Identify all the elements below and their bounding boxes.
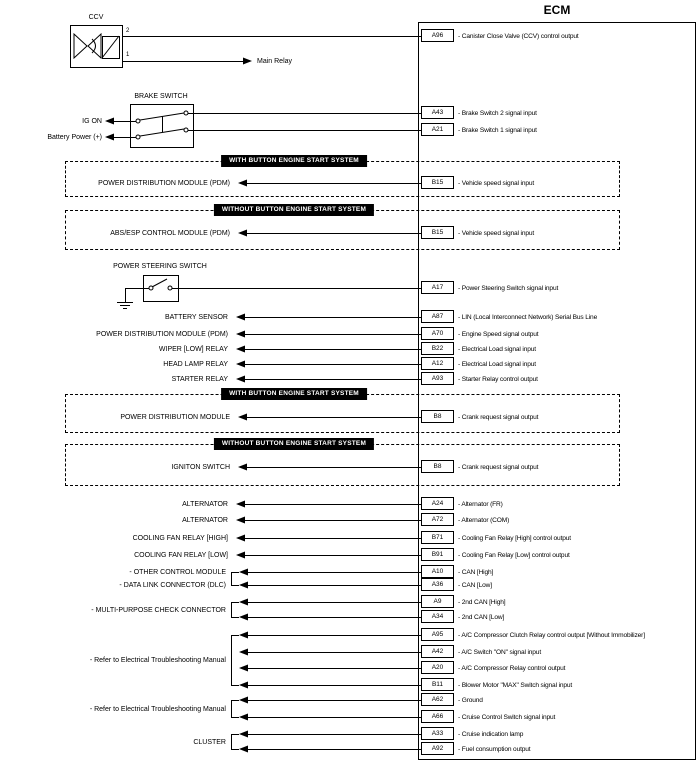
option-header: WITHOUT BUTTON ENGINE START SYSTEM bbox=[214, 204, 374, 216]
wire-label: Battery Power (+) bbox=[47, 134, 102, 141]
pin-code-box: A42 bbox=[421, 645, 454, 658]
wire-label: BATTERY SENSOR bbox=[164, 314, 228, 321]
pin-desc: - Brake Switch 2 signal input bbox=[458, 110, 537, 117]
pin-code-box: A92 bbox=[421, 742, 454, 755]
pin-code-box: A34 bbox=[421, 610, 454, 623]
wire-label: COOLING FAN RELAY [LOW] bbox=[134, 552, 228, 559]
wire-label: ABS/ESP CONTROL MODULE (PDM) bbox=[110, 230, 230, 237]
ccv-pin-number: 2 bbox=[126, 28, 130, 34]
pin-desc: - Engine Speed signal output bbox=[458, 331, 539, 338]
wire-label: COOLING FAN RELAY [HIGH] bbox=[132, 535, 228, 542]
pin-desc: - Crank request signal output bbox=[458, 464, 539, 471]
pin-desc: - LIN (Local Interconnect Network) Serial Bus Line bbox=[458, 314, 598, 321]
wire-label: STARTER RELAY bbox=[171, 376, 228, 383]
wire-label: POWER DISTRIBUTION MODULE (PDM) bbox=[98, 180, 230, 187]
wire-label: - Refer to Electrical Troubleshooting Manual bbox=[89, 657, 226, 664]
pin-code-box: B22 bbox=[421, 342, 454, 355]
pin-code-box: A36 bbox=[421, 578, 454, 591]
pin-code-box: A12 bbox=[421, 357, 454, 370]
pin-code-box: A24 bbox=[421, 497, 454, 510]
pin-code-box: A43 bbox=[421, 106, 454, 119]
wire-label: POWER DISTRIBUTION MODULE bbox=[120, 414, 230, 421]
pin-desc: - Canister Close Valve (CCV) control output bbox=[458, 33, 579, 40]
pin-desc: - 2nd CAN [High] bbox=[458, 599, 506, 606]
pin-code-box: B71 bbox=[421, 531, 454, 544]
pin-desc: - Crank request signal output bbox=[458, 414, 539, 421]
pin-code-box: A9 bbox=[421, 595, 454, 608]
pin-desc: - CAN [High] bbox=[458, 569, 494, 576]
component-label: POWER STEERING SWITCH bbox=[113, 263, 207, 270]
option-header: WITHOUT BUTTON ENGINE START SYSTEM bbox=[214, 438, 374, 450]
wire-label: - OTHER CONTROL MODULE bbox=[129, 569, 226, 576]
pin-desc: - Vehicle speed signal input bbox=[458, 180, 535, 187]
ecm-title: ECM bbox=[543, 3, 571, 17]
wire-label: ALTERNATOR bbox=[182, 501, 228, 508]
option-box bbox=[65, 444, 620, 486]
pin-desc: - Vehicle speed signal input bbox=[458, 230, 535, 237]
pin-desc: - Alternator (COM) bbox=[458, 517, 510, 524]
pin-code-box: A72 bbox=[421, 513, 454, 526]
pin-code-box: B91 bbox=[421, 548, 454, 561]
wire-label: ALTERNATOR bbox=[182, 517, 228, 524]
pin-desc: - Electrical Load signal input bbox=[458, 346, 536, 353]
pin-desc: - A/C Switch "ON" signal input bbox=[458, 649, 542, 656]
pin-code-box: B8 bbox=[421, 460, 454, 473]
pin-desc: - A/C Compressor Relay control output bbox=[458, 665, 566, 672]
wire-label: HEAD LAMP RELAY bbox=[163, 361, 228, 368]
component-label: BRAKE SWITCH bbox=[134, 93, 188, 100]
pin-desc: - CAN [Low] bbox=[458, 582, 492, 589]
wire-label: - MULTI-PURPOSE CHECK CONNECTOR bbox=[91, 606, 226, 614]
pin-desc: - Cruise Control Switch signal input bbox=[458, 714, 556, 721]
pin-code-box: B15 bbox=[421, 176, 454, 189]
wire-label: IG ON bbox=[82, 118, 102, 125]
pin-desc: - 2nd CAN [Low] bbox=[458, 614, 505, 621]
pin-code-box: A70 bbox=[421, 327, 454, 340]
pin-code-box: A66 bbox=[421, 710, 454, 723]
pin-code-box: B8 bbox=[421, 410, 454, 423]
pin-code-box: A20 bbox=[421, 661, 454, 674]
pin-desc: - A/C Compressor Clutch Relay control output [Without Immobilizer] bbox=[458, 632, 645, 639]
main-relay-label: Main Relay bbox=[257, 58, 293, 65]
wire-label: WIPER [LOW] RELAY bbox=[158, 346, 228, 353]
pin-code-box: A17 bbox=[421, 281, 454, 294]
wire-label: CLUSTER bbox=[193, 738, 226, 746]
pin-code-box: A10 bbox=[421, 565, 454, 578]
pin-desc: - Electrical Load signal input bbox=[458, 361, 536, 368]
pin-desc: - Cooling Fan Relay [Low] control output bbox=[458, 552, 570, 559]
option-header: WITH BUTTON ENGINE START SYSTEM bbox=[221, 388, 367, 400]
pin-desc: - Alternator (FR) bbox=[458, 501, 503, 508]
pin-code-box: B15 bbox=[421, 226, 454, 239]
wire-label: IGNITON SWITCH bbox=[171, 464, 230, 471]
pin-desc: - Power Steering Switch signal input bbox=[458, 285, 559, 292]
pin-desc: - Cooling Fan Relay [High] control output bbox=[458, 535, 571, 542]
pin-code-box: A95 bbox=[421, 628, 454, 641]
pin-code-box: A21 bbox=[421, 123, 454, 136]
pin-code-box: A93 bbox=[421, 372, 454, 385]
pin-code-box: A87 bbox=[421, 310, 454, 323]
pin-code-box: A62 bbox=[421, 693, 454, 706]
pin-code-box: A33 bbox=[421, 727, 454, 740]
pin-desc: - Fuel consumption output bbox=[458, 746, 531, 753]
wire-label: - DATA LINK CONNECTOR (DLC) bbox=[119, 582, 226, 589]
pin-desc: - Cruise indication lamp bbox=[458, 731, 524, 738]
pin-desc: - Blower Motor "MAX" Switch signal input bbox=[458, 682, 573, 689]
option-header: WITH BUTTON ENGINE START SYSTEM bbox=[221, 155, 367, 167]
wire-label: - Refer to Electrical Troubleshooting Manual bbox=[89, 705, 226, 713]
pin-desc: - Starter Relay control output bbox=[458, 376, 538, 383]
pin-code-box: A96 bbox=[421, 29, 454, 42]
wire-label: POWER DISTRIBUTION MODULE (PDM) bbox=[96, 331, 228, 338]
component-label: CCV bbox=[88, 14, 104, 21]
pin-desc: - Brake Switch 1 signal input bbox=[458, 127, 537, 134]
ccv-pin-number: 1 bbox=[126, 52, 130, 58]
pin-desc: - Ground bbox=[458, 697, 483, 704]
pin-code-box: B11 bbox=[421, 678, 454, 691]
